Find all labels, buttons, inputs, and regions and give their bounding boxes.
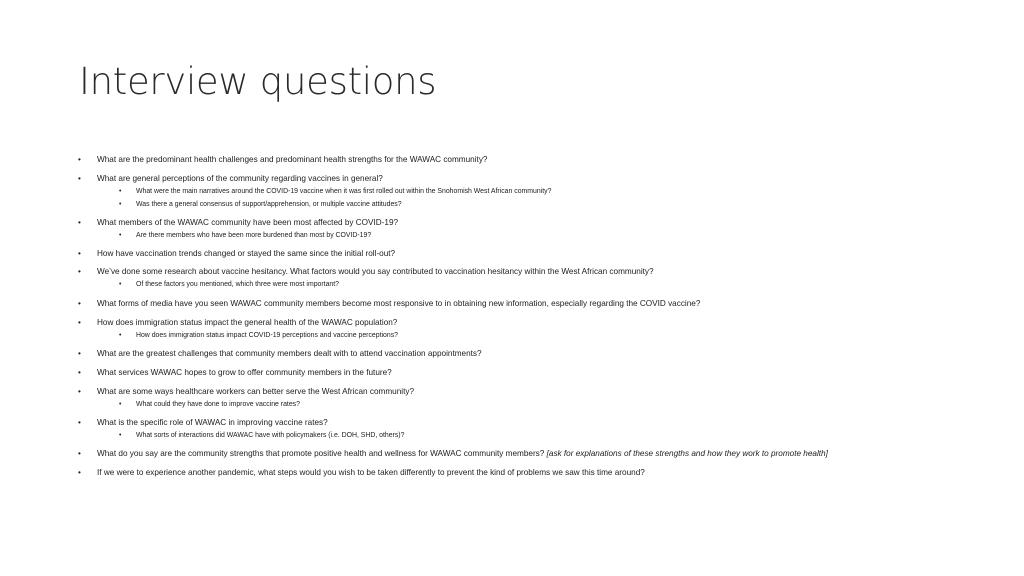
question-12: [97, 449, 828, 459]
slide-title: Interview questions: [79, 60, 437, 103]
question-9: • What services WAWAC hopes to grow to offer community members in the future?: [97, 368, 392, 378]
question-1: • What are the predominant health challenges and predominant health strengths for the WAWAC community?: [97, 155, 487, 165]
question-10: • What are some ways healthcare workers can better serve the West African community?: [97, 387, 414, 397]
question-12-text: What do you say are the community strengths that promote positive health and wellness for WAWAC community members?: [97, 449, 545, 458]
question-4: • How have vaccination trends changed or stayed the same since the initial roll-out?: [97, 249, 395, 259]
question-7a: • How does immigration status impact COVID-19 perceptions and vaccine perceptions?: [136, 331, 398, 340]
question-7: • How does immigration status impact the general health of the WAWAC population?: [97, 318, 397, 328]
question-6: • What forms of media have you seen WAWAC community members become most responsive to in obtaining new information, especially regarding the COVID vaccine?: [97, 299, 700, 309]
question-5a: • Of these factors you mentioned, which three were most important?: [136, 280, 339, 289]
question-2a: • What were the main narratives around the COVID-19 vaccine when it was first rolled out within the Snohomish West African community?: [136, 187, 551, 196]
question-11: • What is the specific role of WAWAC in improving vaccine rates?: [97, 418, 328, 428]
question-11a: • What sorts of interactions did WAWAC have with policymakers (i.e. DOH, SHD, others)?: [136, 431, 404, 440]
question-2: • What are general perceptions of the community regarding vaccines in general?: [97, 174, 383, 184]
question-5: • We’ve done some research about vaccine hesitancy. What factors would you say contributed to vaccination hesitancy within the West African community?: [97, 267, 654, 277]
question-13: • If we were to experience another pandemic, what steps would you wish to be taken differently to prevent the kind of problems we saw this time around?: [97, 468, 645, 478]
question-3: • What members of the WAWAC community have been most affected by COVID-19?: [97, 218, 398, 228]
question-2b: • Was there a general consensus of support/apprehension, or multiple vaccine attitudes?: [136, 200, 402, 209]
question-3a: • Are there members who have been more burdened than most by COVID-19?: [136, 231, 371, 240]
question-10a: • What could they have done to improve vaccine rates?: [136, 400, 300, 409]
question-12-note: [ask for explanations of these strengths and how they work to promote health]: [546, 449, 828, 458]
question-8: • What are the greatest challenges that community members dealt with to attend vaccination appointments?: [97, 349, 482, 359]
